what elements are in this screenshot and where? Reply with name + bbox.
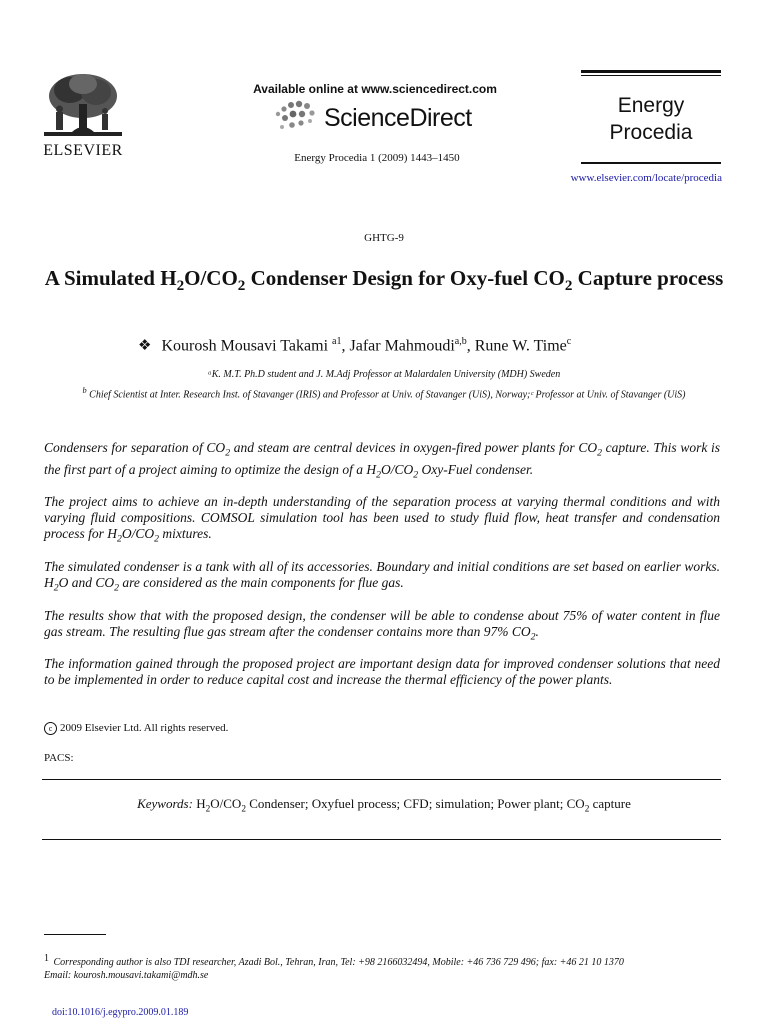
keywords: Keywords: $H_2O/CO_2$ Condenser; Oxyfuel process; CFD; simulation; Power plant; $CO_2$ capture xyxy=(137,796,631,815)
keywords-label: Keywords: xyxy=(137,796,193,811)
masthead-rule xyxy=(581,75,721,76)
abstract-paragraph: The simulated condenser is a tank with all of its accessories. Boundary and initial conditions are set based on earlier works. $H_2O$ and $CO_2$ are considered as the main components for flue gas. xyxy=(44,559,720,594)
journal-url-link[interactable]: www.elsevier.com/locate/procedia xyxy=(570,172,722,184)
author-affiliation-mark: a1 xyxy=(332,336,342,347)
author-affiliation-mark: a,b xyxy=(454,336,467,347)
journal-title-line: Energy xyxy=(617,94,685,117)
abstract-paragraph: Condensers for separation of $CO_2$ and steam are central devices in oxygen-fired power plants for $CO_2$ capture. This work is the first part of a project aiming to optimize the design of a $H_2O/CO_2$ Oxy-Fuel condenser. xyxy=(44,440,720,481)
footnote xyxy=(44,952,734,982)
divider xyxy=(42,779,721,780)
sciencedirect-dots-icon xyxy=(272,100,320,134)
sciencedirect-logo xyxy=(272,100,502,136)
copyright-notice: c 2009 Elsevier Ltd. All rights reserved. xyxy=(44,722,228,735)
footnote-email: Email: kourosh.mousavi.takami@mdh.se xyxy=(44,970,209,981)
sciencedirect-wordmark: ScienceDirect xyxy=(324,104,472,132)
author-name: Kourosh Mousavi Takami xyxy=(161,337,329,355)
doi-link[interactable]: doi:10.1016/j.egypro.2009.01.189 xyxy=(52,1007,189,1018)
available-online-text: Available online at www.sciencedirect.com xyxy=(253,82,497,96)
masthead-rule xyxy=(581,162,721,164)
journal-masthead xyxy=(581,70,721,146)
abstract xyxy=(44,440,720,699)
affiliation-line: ᵃK. M.T. Ph.D student and J. M.Adj Professor at Malardalen University (MDH) Sweden xyxy=(207,369,561,380)
abstract-paragraph: The results show that with the proposed design, the condenser will be able to condense about 75% of water content in flue gas stream. The resulting flue gas stream after the condenser contains more than 97% $CO_2$. xyxy=(44,607,720,643)
journal-title xyxy=(581,92,721,146)
divider xyxy=(42,839,721,840)
copyright-icon: c xyxy=(44,722,57,735)
author-name: , Jafar Mahmoudi xyxy=(341,337,455,355)
abstract-paragraph: The project aims to achieve an in-depth understanding of the separation process at varying thermal conditions and with varying fluid compositions. COMSOL simulation tool has been used to study fluid flow, heat transfer and condensation process for $H_2O/CO_2$ mixtures. xyxy=(44,494,720,546)
footnote-text: Corresponding author is also TDI researcher, Azadi Bol., Tehran, Iran, Tel: +98 2166032494, Mobile: +46 736 729 496; fax: +46 21 10 1370 xyxy=(51,957,624,968)
author-name: , Rune W. Time xyxy=(466,337,567,355)
journal-citation: Energy Procedia 1 (2009) 1443–1450 xyxy=(294,152,460,164)
paper-title: A Simulated $H_2O/CO_2$ Condenser Design for Oxy-fuel $CO_2$ Capture process xyxy=(44,266,724,295)
abstract-paragraph: The information gained through the proposed project are important design data for improved condenser solutions that need to be implemented in order to reduce capital cost and increase the thermal efficiency of the power plants. xyxy=(44,656,720,688)
footnote-rule xyxy=(44,934,106,935)
author-list xyxy=(138,336,738,355)
journal-title-line: Procedia xyxy=(609,121,693,144)
affiliation-line: $^b$ Chief Scientist at Inter. Research Inst. of Stavanger (IRIS) and Professor at Univ. of Stavanger (UiS), Norway;ᶜ Professor at Univ. of Stavanger (UiS) xyxy=(82,386,686,401)
diamond-bullet-icon: ❖ xyxy=(138,336,152,355)
author-affiliation-mark: c xyxy=(566,336,572,347)
masthead-rule xyxy=(581,70,721,73)
pacs-label: PACS: xyxy=(44,752,74,764)
publisher-name: ELSEVIER xyxy=(43,142,123,159)
conference-code: GHTG-9 xyxy=(364,232,404,244)
footnote-mark: 1 xyxy=(44,953,49,964)
